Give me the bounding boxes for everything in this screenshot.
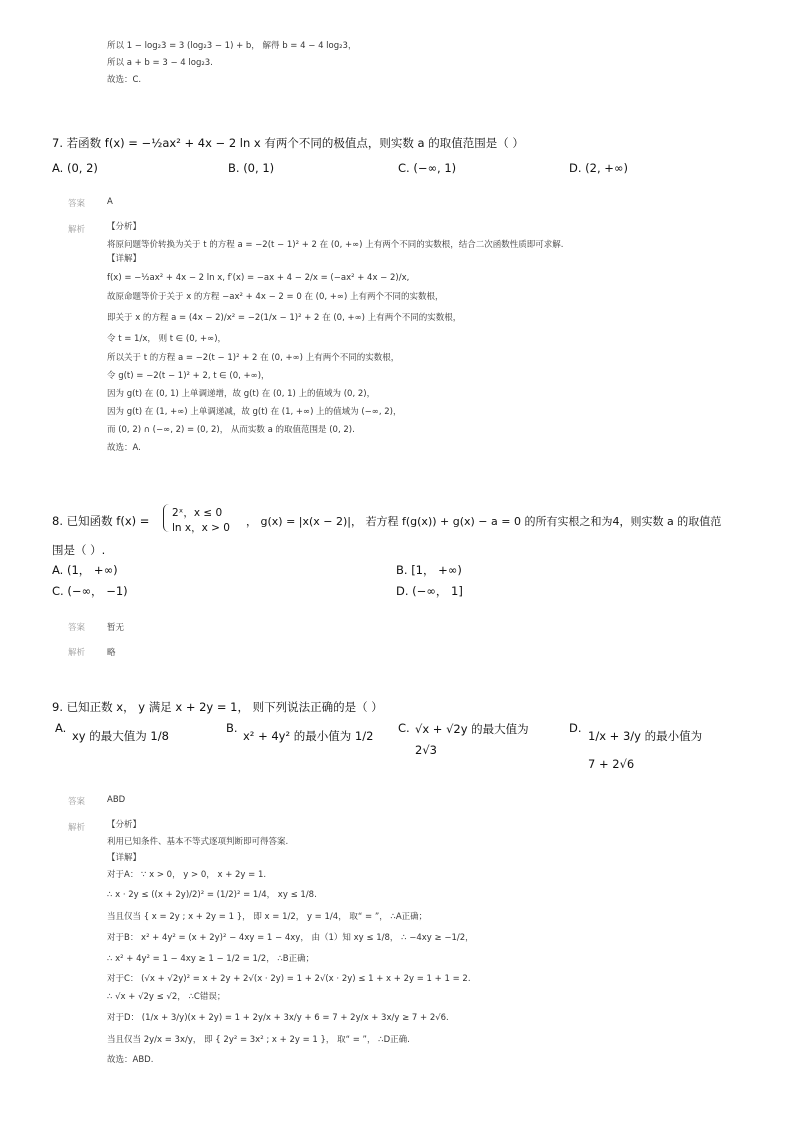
previous-solution-tail [107, 41, 356, 86]
text-line: 对于A： ∵ x > 0， y > 0， x + 2y = 1. [107, 870, 267, 880]
text-line: ∴ x · 2y ≤ ((x + 2y)/2)² = (1/2)² = 1/4， xy ≤ 1/8. [107, 890, 317, 900]
text-line: ∴ x² + 4y² = 1 − 4xy ≥ 1 − 1/2 = 1/2， ∴B正确； [107, 954, 315, 964]
q9-option-c-label[interactable]: C. [398, 721, 410, 735]
q9-answer-value: ABD [107, 795, 126, 805]
text-line: 当且仅当 2y/x = 3x/y， 即 { 2y² = 3x² ; x + 2y = 1 }， 取“ = ”， ∴D正确. [107, 1035, 410, 1045]
text-line: 而 (0, 2) ∩ (−∞, 2) = (0, 2)， 从而实数 a 的取值范围是 (0, 2). [107, 425, 355, 435]
text-line: 所以 1 − log₂3 = 3 (log₂3 − 1) + b， 解得 b = 4 − 4 log₂3， [107, 41, 357, 51]
text-line: 【详解】 [107, 254, 142, 264]
text-line: 即关于 x 的方程 a = (4x − 2)/x² = −2(1/x − 1)² + 2 在 (0, +∞) 上有两个不同的实数根， [107, 313, 462, 323]
text-line: 故选：ABD. [107, 1055, 154, 1065]
q7-analysis [107, 222, 563, 454]
q8-answer-value: 暂无 [107, 623, 125, 633]
text-line: 所以关于 t 的方程 a = −2(t − 1)² + 2 在 (0, +∞) 上有两个不同的实数根， [107, 353, 400, 363]
q9-option-d-label[interactable]: D. [569, 721, 582, 735]
piecewise-brace [163, 504, 170, 532]
question-9-stem: 9. 已知正数 x， y 满足 x + 2y = 1， 则下列说法正确的是（ ） [52, 700, 383, 714]
question-8-stem-rest: ， g(x) = |x(x − 2)|， 若方程 f(g(x)) + g(x) − a = 0 的所有实根之和为4，则实数 a 的取值范 [246, 515, 722, 528]
q9-option-c-text-2[interactable]: 2√3 [415, 743, 437, 757]
text-line: 当且仅当 { x = 2y ; x + 2y = 1 }， 即 x = 1/2， y = 1/4， 取“ = ”， ∴A正确； [107, 912, 428, 922]
text-line: 利用已知条件、基本不等式逐项判断即可得答案. [107, 837, 289, 847]
q7-analysis-label: 解析 [68, 225, 86, 235]
q9-option-b-text[interactable]: x² + 4y² 的最小值为 1/2 [243, 729, 374, 743]
q9-option-a-text[interactable]: xy 的最大值为 1/8 [72, 729, 169, 743]
question-7-stem: 7. 若函数 f(x) = −½ax² + 4x − 2 ln x 有两个不同的极值点，则实数 a 的取值范围是（ ） [52, 136, 524, 150]
piecewise-case-1: 2ˣ，x ≤ 0 [172, 507, 223, 519]
question-8-stem-end: 围是（ ）. [52, 543, 106, 557]
text-line: 对于B： x² + 4y² = (x + 2y)² − 4xy = 1 − 4xy， 由（1）知 xy ≤ 1/8， ∴ −4xy ≥ −1/2， [107, 933, 474, 943]
q7-option-a[interactable]: A. (0, 2) [52, 161, 98, 175]
q9-option-c-text[interactable]: √x + √2y 的最大值为 [415, 722, 529, 736]
q9-option-d-text-2[interactable]: 7 + 2√6 [588, 757, 635, 771]
text-line: 对于D： (1/x + 3/y)(x + 2y) = 1 + 2y/x + 3x/y + 6 = 7 + 2y/x + 3x/y ≥ 7 + 2√6. [107, 1013, 449, 1023]
q9-option-b-label[interactable]: B. [226, 721, 238, 735]
q8-analysis-value: 略 [107, 648, 116, 658]
piecewise-case-2: ln x，x > 0 [172, 522, 230, 534]
q7-option-c[interactable]: C. (−∞, 1) [398, 161, 457, 175]
q8-option-d[interactable]: D. (−∞， 1] [396, 584, 463, 598]
q8-option-b[interactable]: B. [1， +∞) [396, 563, 462, 577]
text-line: 所以 a + b = 3 − 4 log₂3. [107, 58, 213, 68]
text-line: 将原问题等价转换为关于 t 的方程 a = −2(t − 1)² + 2 在 (0, +∞) 上有两个不同的实数根，结合二次函数性质即可求解. [107, 240, 564, 250]
q9-analysis-label: 解析 [68, 823, 86, 833]
q9-option-d-text[interactable]: 1/x + 3/y 的最小值为 [588, 729, 703, 743]
text-line: 对于C： (√x + √2y)² = x + 2y + 2√(x · 2y) = 1 + 2√(x · 2y) ≤ 1 + x + 2y = 1 + 1 = 2. [107, 974, 471, 984]
q9-answer-label: 答案 [68, 797, 86, 807]
q8-option-a[interactable]: A. (1， +∞) [52, 563, 118, 577]
text-line: f(x) = −½ax² + 4x − 2 ln x, f′(x) = −ax + 4 − 2/x = (−ax² + 4x − 2)/x, [107, 273, 410, 283]
text-line: 【详解】 [107, 853, 142, 863]
q7-option-d[interactable]: D. (2, +∞) [569, 161, 628, 175]
q7-answer-value: A [107, 197, 113, 207]
text-line: ∴ √x + √2y ≤ √2， ∴C错误； [107, 992, 226, 1002]
text-line: 故选：C. [107, 75, 142, 85]
q7-answer-label: 答案 [68, 199, 86, 209]
text-line: 令 t = 1/x， 则 t ∈ (0, +∞)， [107, 334, 227, 344]
text-line: 令 g(t) = −2(t − 1)² + 2, t ∈ (0, +∞)， [107, 371, 270, 381]
text-line: 故选：A. [107, 443, 141, 453]
q8-option-c[interactable]: C. (−∞， −1) [52, 584, 128, 598]
q9-option-a-label[interactable]: A. [55, 721, 67, 735]
question-8-stem-start: 8. 已知函数 f(x) = [52, 514, 150, 528]
q9-analysis [107, 820, 474, 1066]
text-line: 因为 g(t) 在 (0, 1) 上单调递增，故 g(t) 在 (0, 1) 上的值域为 (0, 2)， [107, 389, 376, 399]
q7-option-b[interactable]: B. (0, 1) [228, 161, 275, 175]
text-line: 因为 g(t) 在 (1, +∞) 上单调递减，故 g(t) 在 (1, +∞) 上的值域为 (−∞, 2)， [107, 407, 402, 417]
text-line: 故原命题等价于关于 x 的方程 −ax² + 4x − 2 = 0 在 (0, +∞) 上有两个不同的实数根， [107, 292, 444, 302]
q8-answer-label: 答案 [68, 623, 86, 633]
text-line: 【分析】 [107, 222, 142, 232]
text-line: 【分析】 [107, 820, 142, 830]
q8-analysis-label: 解析 [68, 648, 86, 658]
